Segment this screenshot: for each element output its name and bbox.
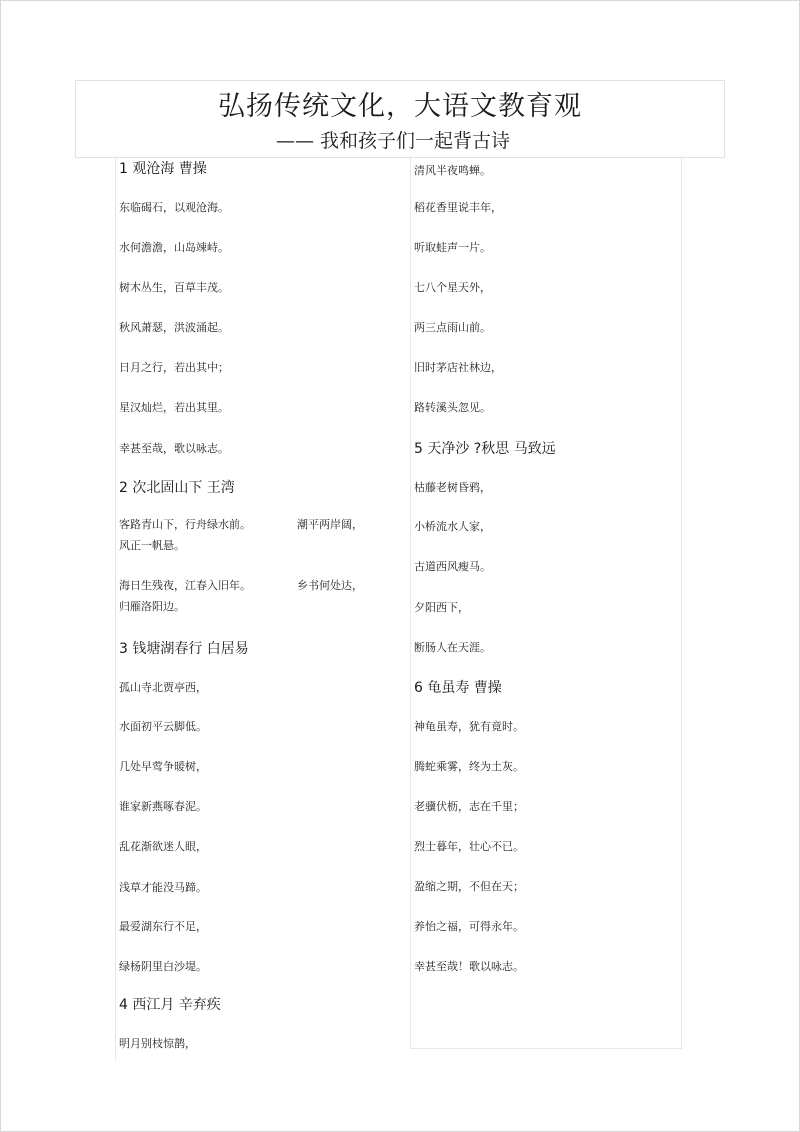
poem-line: 清风半夜鸣蝉。	[414, 164, 491, 177]
poem-line: 枯藤老树昏鸦，	[414, 481, 491, 494]
poem-line	[119, 577, 363, 593]
poem-line-part: 客路青山下，行舟绿水前。	[119, 518, 251, 531]
poem-line: 幸甚至哉！歌以咏志。	[414, 960, 524, 973]
poem-line: 风正一帆悬。	[119, 539, 185, 552]
page-title: 弘扬传统文化，大语文教育观	[218, 91, 582, 122]
poem-line-part: 海日生残夜，江春入旧年。	[119, 579, 251, 592]
poem-line	[119, 516, 363, 532]
poem-line: 最爱湖东行不足，	[119, 920, 207, 933]
poem-line: 浅草才能没马蹄。	[119, 881, 207, 894]
poem-heading: 6 龟虽寿 曹操	[414, 680, 502, 696]
poem-line: 几处早莺争暖树，	[119, 760, 207, 773]
poem-line: 盈缩之期，不但在天；	[414, 880, 524, 893]
poem-line: 古道西风瘦马。	[414, 560, 491, 573]
poem-line: 路转溪头忽见。	[414, 401, 491, 414]
poem-heading: 5 天净沙 ?秋思 马致远	[414, 441, 556, 457]
poem-line: 日月之行，若出其中；	[119, 361, 229, 374]
poem-line: 乱花渐欲迷人眼，	[119, 840, 207, 853]
poem-line: 养怡之福，可得永年。	[414, 920, 524, 933]
poem-heading: 2 次北固山下 王湾	[119, 480, 235, 496]
poem-line: 夕阳西下，	[414, 601, 469, 614]
poem-line: 听取蛙声一片。	[414, 241, 491, 254]
poem-line-part: 潮平两岸阔，	[297, 518, 363, 531]
page-subtitle: —— 我和孩子们一起背古诗	[276, 130, 511, 152]
poem-line: 稻花香里说丰年，	[414, 201, 502, 214]
poem-line: 七八个星天外，	[414, 281, 491, 294]
poem-heading: 4 西江月 辛弃疾	[119, 997, 221, 1013]
poem-line: 归雁洛阳边。	[119, 600, 185, 613]
poem-line: 两三点雨山前。	[414, 321, 491, 334]
poem-line: 水何澹澹，山岛竦峙。	[119, 241, 229, 254]
poem-line-part: 乡书何处达，	[297, 579, 363, 592]
poem-line: 小桥流水人家，	[414, 520, 491, 533]
poem-line: 烈士暮年，壮心不已。	[414, 840, 524, 853]
poem-line: 秋风萧瑟，洪波涌起。	[119, 321, 229, 334]
poem-line: 绿杨阴里白沙堤。	[119, 960, 207, 973]
poem-line: 水面初平云脚低。	[119, 720, 207, 733]
poem-line: 旧时茅店社林边，	[414, 361, 502, 374]
poem-line: 明月别枝惊鹊，	[119, 1037, 196, 1050]
poem-line: 东临碣石，以观沧海。	[119, 201, 229, 214]
poem-line: 谁家新燕啄春泥。	[119, 800, 207, 813]
poem-line: 老骥伏枥，志在千里；	[414, 800, 524, 813]
poem-line: 腾蛇乘雾，终为土灰。	[414, 760, 524, 773]
poem-line: 幸甚至哉，歌以咏志。	[119, 442, 229, 455]
poem-line: 星汉灿烂，若出其里。	[119, 401, 229, 414]
poem-heading: 3 钱塘湖春行 白居易	[119, 641, 249, 657]
poem-line: 断肠人在天涯。	[414, 641, 491, 654]
poem-heading: 1 观沧海 曹操	[119, 161, 207, 177]
poem-line: 神龟虽寿，犹有竟时。	[414, 720, 524, 733]
poem-line: 树木丛生，百草丰茂。	[119, 281, 229, 294]
poem-line: 孤山寺北贾亭西，	[119, 681, 207, 694]
